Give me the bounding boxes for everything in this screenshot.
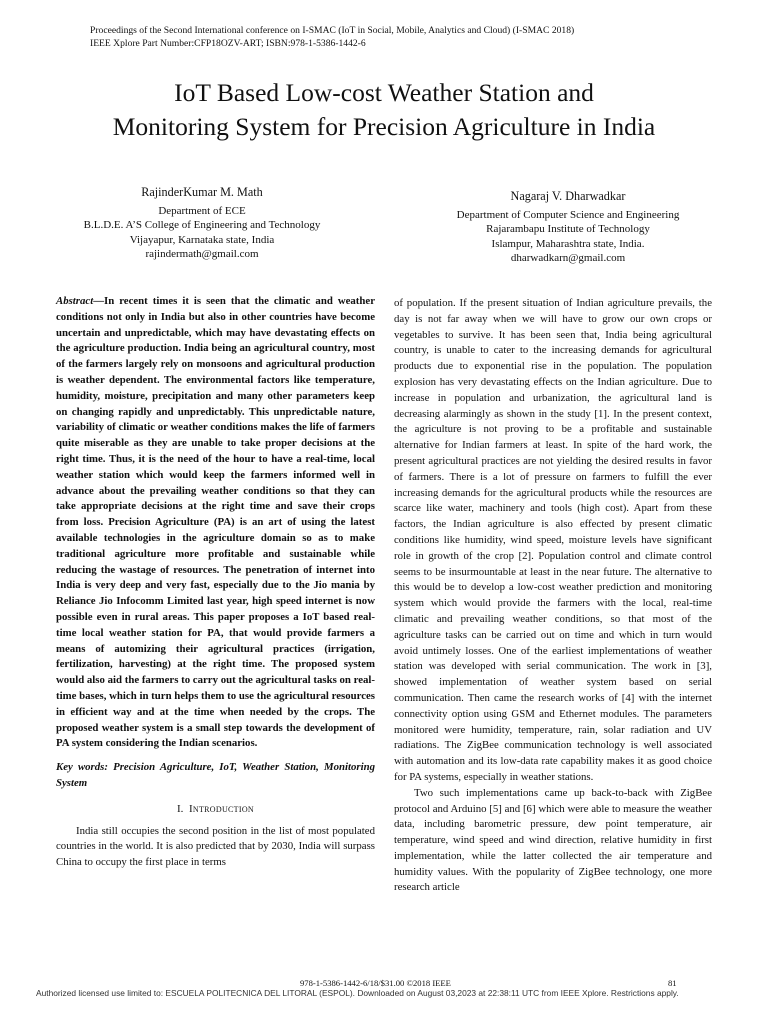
- section-heading-introduction: [56, 802, 375, 818]
- author-location: Vijayapur, Karnataka state, India: [129, 233, 275, 246]
- paper-title: [20, 76, 748, 144]
- page-number: 81: [668, 978, 677, 988]
- intro-paragraph: India still occupies the second position in the list of most populated countries in the world. It is also predicted that by 2030, India will surpass China to occupy the first place in terms: [56, 824, 375, 869]
- section-title: Introduction: [188, 802, 254, 815]
- author-location: Islampur, Maharashtra state, India.: [491, 237, 645, 250]
- title-line-1: IoT Based Low-cost Weather Station and: [174, 78, 594, 107]
- author-email: dharwadkarn@gmail.com: [510, 252, 626, 264]
- author-name: Nagaraj V. Dharwadkar: [510, 189, 626, 203]
- author-block-2: [386, 189, 750, 266]
- author-email: rajindermath@gmail.com: [145, 248, 259, 260]
- author-name: RajinderKumar M. Math: [141, 185, 263, 199]
- author-institution: Rajarambapu Institute of Technology: [486, 223, 650, 235]
- body-paragraph: Two such implementations came up back-to-back with ZigBee protocol and Arduino [5] and [6] which were able to measure the weather data, including barometric pressure, dew point temperature, air temperature, wind speed and wind direction, relative humidity in first implementation, while the latter collected the air temperature and humidity values. With the popularity of ZigBee technology, one more research article: [394, 786, 712, 894]
- author-department: Department of ECE: [158, 204, 246, 217]
- authorized-use-notice: Authorized licensed use limited to: ESCUELA POLITECNICA DEL LITORAL (ESPOL). Downloaded on August 03,2023 at 22:38:11 UTC from IEEE Xplore. Restrictions apply.: [36, 988, 679, 998]
- abstract: [56, 294, 375, 752]
- keywords: Key words: Precision Agriculture, IoT, Weather Station, Monitoring System: [56, 761, 375, 789]
- header-line-2: IEEE Xplore Part Number:CFP18OZV-ART; ISBN:978-1-5386-1442-6: [90, 38, 366, 49]
- author-department: Department of Computer Science and Engineering: [456, 208, 680, 221]
- abstract-text: In recent times it is seen that the climatic and weather conditions not only in India but also in other countries have become uncertain and unpredictable, which may have devastating effects on the agriculture production. India being an agricultural country, most of the farmers largely rely on monsoons and agricultural production is weather dependent. The environmental factors like temperature, humidity, moisture, precipitation and many other parameters keep on changing rapidly and unpredictably. This unpredictable nature, variability of climatic or weather conditions makes the life of farmers quite miserable as they are unable to take proper decisions at the right time. Thus, it is the need of the hour to have a real-time, local weather station which would keep the farmers informed well in advance about the prevailing weather conditions so that they can take appropriate decisions at the right time and save their crops from loss. Precision Agriculture (PA) is an art of using the latest available technologies in the agriculture domain so as to make traditional agriculture more profitable and sustainable while reducing the wastage of resources. The penetration of internet into India is very deep and very fast, especially due to the Jio mania by Reliance Jio Infocomm Limited last year, high speed internet is now possible even in rural areas. This paper proposes a IoT based real-time local weather station for PA, that would provide farmers a means of automizing their agricultural practices (irrigation, fertilization, harvesting) at the right time. The proposed system would also aid the farmers to carry out the agricultural tasks on real-time bases, which in turn helps them to use the agricultural resources in efficient way and at the time when needed by the crops. The proposed weather system is a small step towards the development of PA system considering the Indian scenarios.: [56, 295, 375, 750]
- left-column: [56, 294, 375, 871]
- abstract-dash: —: [93, 295, 104, 307]
- right-column: [394, 296, 712, 896]
- body-paragraph: of population. If the present situation of Indian agriculture prevails, the day is not far away when we will have to grow our own crops or vegetables to survive. It has been seen that, India being agricultural country, is unable to cater to the increasing demands for agricultural products due to exponential rise in the population. The population explosion has very devastating effects on the Indian agriculture. Due to increase in population and urbanization, the agricultural land is decreasing alarmingly as shown in the study [1]. In the present context, the agriculture is not proving to be a profitable and sustainable alternative for Indian farmers at least. In spite of the hard work, the present agricultural practices are not yielding the desired results in favor of farmers. There is a lot of pressure on farmers to fulfill the ever increasing demands for the agricultural products while the resources are scarce like water, machinery and tools (high cost). Apart from these factors, the Indian agriculture is also effected by present climatic conditions like humidity, wind speed, moisture levels have significant role in growth of the crop [2]. Population control and climate control seems to be insurmountable at least in the near future. The alternative to this would be to develop a low-cost weather prediction and monitoring system which would provide the farmers with the local, real-time climatic and prevailing weather conditions, so that most of the agriculture tasks can be carried out on time and which in turn would avoid untimely losses. One of the earliest implementations of weather station was developed with serial communication. The work in [3], showed implementation of weather system based on serial communication. Then came the research works of [4] with the internet connectivity option using GSM and Ethernet modules. The parameters monitored were humidity, temperature, rain, solar radiation and UV radiations. The ZigBee communication technology is well associated with automation and its low-data rate capability makes it as good choice for PA systems, especially in weather stations.: [394, 297, 712, 783]
- title-line-2: Monitoring System for Precision Agriculture in India: [112, 112, 656, 141]
- copyright-code: 978-1-5386-1442-6/18/$31.00 ©2018 IEEE: [300, 978, 451, 988]
- proceedings-header: [90, 24, 574, 50]
- section-number: I.: [177, 802, 184, 815]
- header-line-1: Proceedings of the Second International conference on I-SMAC (IoT in Social, Mobile, Analytics and Cloud) (I-SMAC 2018): [90, 25, 575, 36]
- author-block-1: [20, 185, 384, 262]
- author-institution: B.L.D.E. A’S College of Engineering and Technology: [83, 219, 321, 231]
- abstract-label: Abstract: [56, 295, 94, 307]
